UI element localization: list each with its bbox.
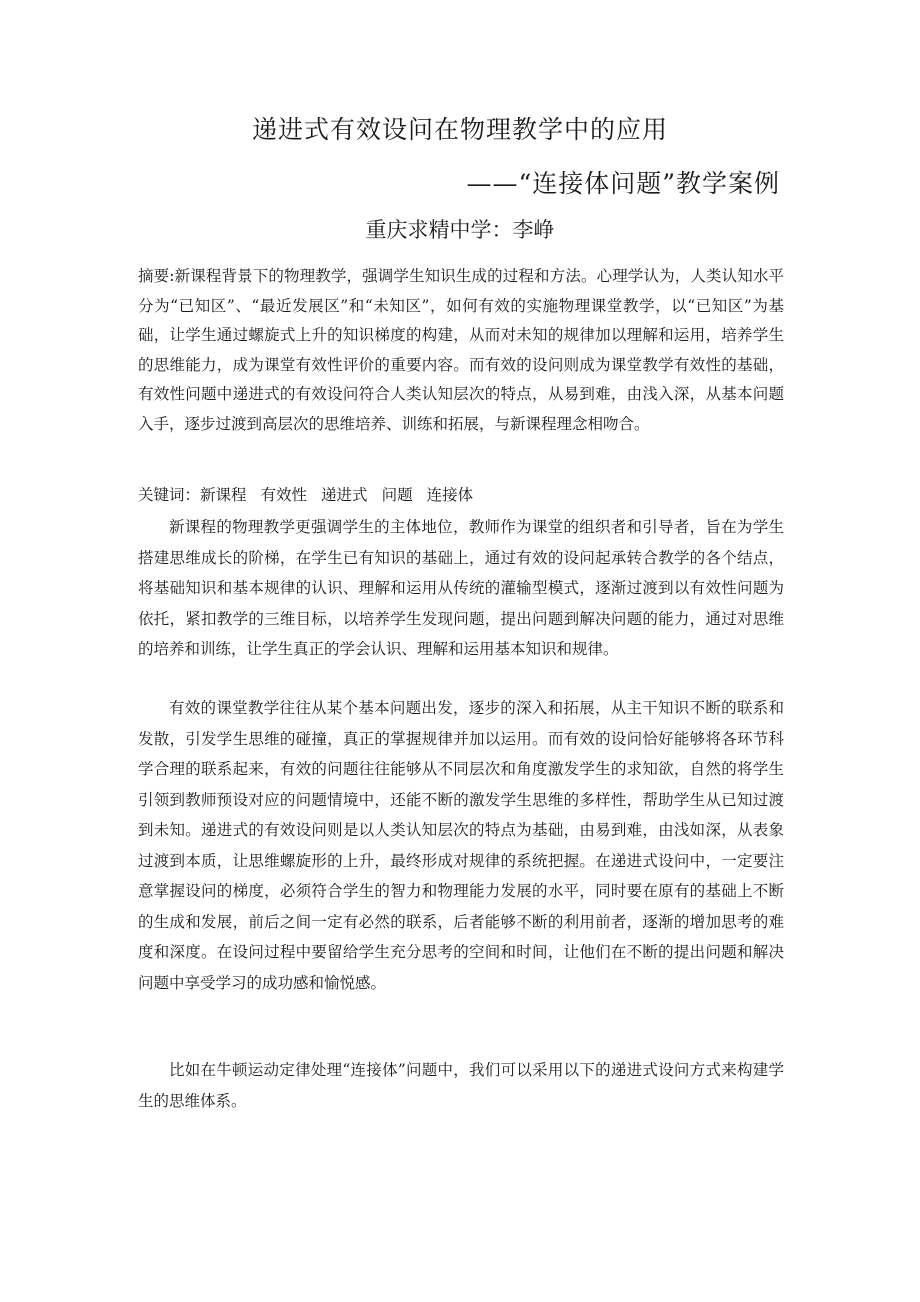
abstract-label: 摘要:: [138, 267, 175, 285]
keyword: 连接体: [426, 486, 474, 504]
paragraph-2: 有效的课堂教学往往从某个基本问题出发，逐步的深入和拓展，从主干知识不断的联系和发散，引发学生思维的碰撞，真正的掌握规律并加以运用。而有效的设问恰好能够将各环节科学合理的联系起来，有效的问题往往能够从不同层次和角度激发学生的求知欲，自然的将学生引领到教师预设对应的问题情境中，还能不断的激发学生思维的多样性，帮助学生从已知过渡到未知。递进式的有效设问则是以人类认知层次的特点为基础，由易到难，由浅如深，从表象过渡到本质，让思维螺旋形的上升，最终形成对规律的系统把握。在递进式设问中，一定要注意掌握设问的梯度，必须符合学生的智力和物理能力发展的水平，同时要在原有的基础上不断的生成和发展，前后之间一定有必然的联系，后者能够不断的利用前者，逐渐的增加思考的难度和深度。在设问过程中要留给学生充分思考的空间和时间，让他们在不断的提出问题和解决问题中享受学习的成功感和愉悦感。: [138, 699, 784, 992]
keyword: 问题: [381, 486, 413, 504]
paragraph-3: 比如在牛顿运动定律处理“连接体”问题中，我们可以采用以下的递进式设问方式来构建学生的思维体系。: [138, 1061, 784, 1110]
abstract-text: 新课程背景下的物理教学，强调学生知识生成的过程和方法。心理学认为，人类认知水平分为“已知区”、“最近发展区”和“未知区”，如何有效的实施物理课堂教学，以“已知区”为基础，让学生通过螺旋式上升的知识梯度的构建，从而对未知的规律加以理解和运用，培养学生的思维能力，成为课堂有效性评价的重要内容。而有效的设问则成为课堂教学有效性的基础，有效性问题中递进式的有效设问符合人类认知层次的特点，从易到难，由浅入深，从基本问题入手，逐步过渡到高层次的思维培养、训练和拓展，与新课程理念相吻合。: [138, 267, 784, 433]
paragraph-1: 新课程的物理教学更强调学生的主体地位，教师作为课堂的组织者和引导者，旨在为学生搭建思维成长的阶梯，在学生已有知识的基础上，通过有效的设问起承转合教学的各个结点，将基础知识和基本规律的认识、理解和运用从传统的灌输型模式，逐渐过渡到以有效性问题为依托，紧扣教学的三维目标，以培养学生发现问题，提出问题到解决问题的能力，通过对思维的培养和训练，让学生真正的学会认识、理解和运用基本知识和规律。: [138, 518, 784, 658]
keyword: 有效性: [260, 486, 308, 504]
keywords-label: 关键词：: [138, 486, 201, 504]
keyword: 新课程: [200, 486, 247, 504]
keyword: 递进式: [321, 486, 368, 504]
document-title: 递进式有效设问在物理教学中的应用: [251, 115, 668, 144]
document-author: 重庆求精中学：李峥: [365, 218, 555, 242]
document-subtitle: ——“连接体问题”教学案例: [466, 169, 780, 198]
abstract: [138, 262, 784, 439]
keywords: [138, 481, 784, 510]
